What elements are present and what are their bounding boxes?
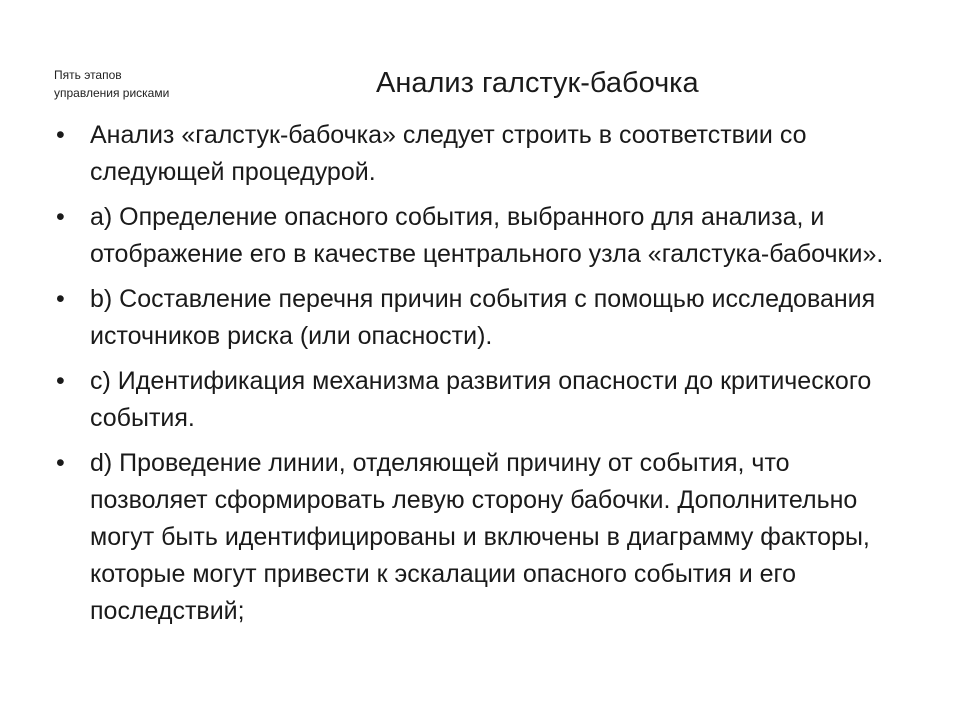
bullet-dot-icon: • [56, 449, 65, 477]
bullet-dot-icon: • [56, 367, 65, 395]
section-label-line-2: управления рисками [54, 86, 170, 100]
bullet-item-intro [56, 117, 906, 191]
bullet-text: b) Составление перечня причин события с помощью исследования источников риска (или опасности). [90, 285, 876, 350]
bullet-dot-icon: • [56, 203, 65, 231]
section-label-line-1: Пять этапов [54, 68, 122, 82]
bullet-text: c) Идентификация механизма развития опасности до критического события. [90, 367, 872, 432]
bullet-dot-icon: • [56, 285, 65, 313]
bullet-item-d [56, 445, 906, 630]
bullet-list [56, 117, 906, 638]
bullet-text: a) Определение опасного события, выбранного для анализа, и отображение его в качестве центрального узла «галстука-бабочки». [90, 203, 884, 268]
bullet-item-b [56, 281, 906, 355]
bullet-item-a [56, 199, 906, 273]
bullet-text: Анализ «галстук-бабочка» следует строить в соответствии со следующей процедурой. [90, 121, 807, 186]
slide-title: Анализ галстук-бабочка [376, 67, 699, 99]
bullet-item-c [56, 363, 906, 437]
bullet-dot-icon: • [56, 121, 65, 149]
section-label [54, 66, 254, 102]
bullet-text: d) Проведение линии, отделяющей причину от события, что позволяет сформировать левую сторону бабочки. Дополнительно могут быть идентифицированы и включены в диаграмму факторы, которые могут привести к эскалации опасного события и его последствий; [90, 449, 870, 625]
